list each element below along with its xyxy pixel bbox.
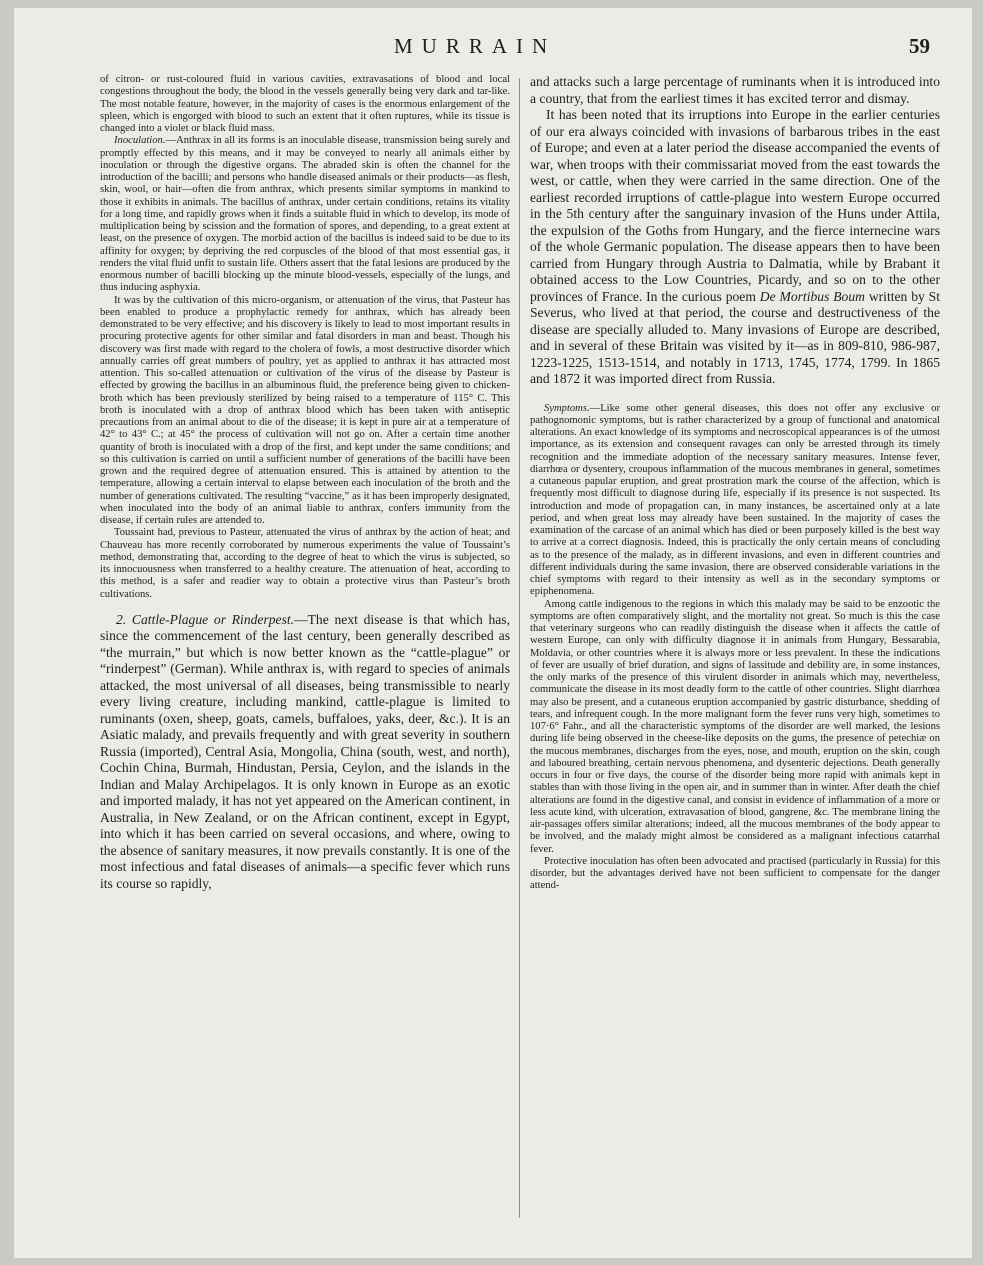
page-number: 59	[909, 34, 930, 58]
poem-title: De Mortibus Boum	[759, 288, 865, 304]
paragraph-cattle-plague-text: —The next disease is that which has, since the commencement of the last century, been generally described as “the murrain,” but which is now better known as the “cattle-plague” or “rinderpest” (German). While anthrax is, with regard to species of animals attacked, the most universal of all diseases, being transmissible to nearly every living creature, including mankind, cattle-plague is limited to ruminants (oxen, sheep, goats, camels, buffaloes, yaks, deer, &c.). It is an Asiatic malady, and prevails frequently and with great severity in southern Russia (imported), Central Asia, Mongolia, China (south, west, and north), Cochin China, Burmah, Hindustan, Persia, Ceylon, and the islands in the Indian and Malay Archipelagos. It is only known in Europe as an exotic and imported malady, it has not yet appeared on the American continent, in Australia, in New Zealand, or on the African continent, except in Egypt, into which it has been carried on several occasions, and where, owing to the absence of sanitary measures, it now prevails constantly. It is one of the most infectious and fatal diseases of animals—a specific fever which runs its course so rapidly,	[100, 611, 510, 891]
section-lead-inoculation: Inoculation.	[114, 135, 166, 147]
paragraph-continuation: and attacks such a large percentage of ruminants when it is introduced into a country, that from the earliest times it has excited terror and dismay.	[530, 74, 940, 106]
paragraph-inoculation-text: —Anthrax in all its forms is an inoculable disease, transmission being surely and promptly effected by this means, and it may be conveyed to nearly all animals either by inoculation or through the digestive organs. The abraded skin is often the channel for the introduction of the bacilli; and persons who handle diseased animals or their products—as flesh, skin, wool, or hair—often die from anthrax, which presents similar symptoms in mankind to those it exhibits in animals. The bacillus of anthrax, under certain conditions, retains its vitality for a long time, and rapidly grows when it finds a suitable fluid in which to develop, its mode of multiplication being by scission and the formation of spores, and depending, to a great extent at least, on the presence of oxygen. The morbid action of the bacillus is indeed said to be due to its affinity for oxygen; by depriving the red corpuscles of the blood of that most essential gas, it renders the vital fluid unfit to sustain life. Others assert that the fatal lesions are produced by the enormous number of bacilli blocking up the minute blood-vessels, especially of the lungs, and thus inducing asphyxia.	[100, 135, 510, 294]
paragraph-inoculation	[100, 135, 510, 294]
paragraph-history-text-b: written by St Severus, who lived at that period, the course and destructiveness of the disease are specially alluded to. Many invasions of Europe are described, and in several of these Britain was visited by it—as in 809-810, 986-987, 1223-1225, 1513-1514, and notably in 1713, 1745, 1774, 1799. In 1865 and 1872 it was imported direct from Russia.	[530, 288, 940, 386]
encyclopedia-page	[14, 8, 972, 1258]
column-divider	[519, 78, 520, 1218]
paragraph-pasteur-attenuation: It was by the cultivation of this micro-organism, or attenuation of the virus, that Pasteur has been enabled to produce a prophylactic remedy for anthrax, which has already been demonstrated to be very effective; and his discovery is likely to lead to most important results in procuring protective agents for other similar and fatal disorders in man and beast. Though his discovery was first made with regard to the cholera of fowls, a most destructive disorder which annually carries off great numbers of poultry, yet as applied to anthrax it has attracted most attention. This so-called attenuation or cultivation of the virus of the disease by Pasteur is effected by growing the bacillus in an albuminous fluid, the preference being given to chicken-broth which has been previously sterilized by being raised to a temperature of 115° C. This broth is inoculated with a drop of anthrax blood which has been taken with antiseptic precautions from an animal about to die of the disease; it is kept in pure air at a temperature of 42° to 43° C.; at 45° the process of cultivation will not go on. After a certain time another quantity of broth is inoculated with a drop of the first, and kept under the same conditions; and so this cultivation is carried on until a sufficient number of generations of the bacilli have been grown and the required degree of attenuation ensured. This is attained by attention to the temperature, allowing a certain interval to elapse between each inoculation of the broth and the number of generations cultivated. The resulting “vaccine,” as it has been improperly designated, when inoculated into the body of an animal liable to anthrax, confers immunity from the disease, if certain rules are attended to.	[100, 294, 510, 526]
paragraph-symptoms	[530, 403, 940, 599]
paragraph-cattle-plague	[100, 612, 510, 893]
paragraph-anthrax-lesions: of citron- or rust-coloured fluid in various cavities, extravasations of blood and local congestions throughout the body, the blood in the vessels generally being very dark and tar-like. The most notable feature, however, in the majority of cases is the enormous enlargement of the spleen, which is engorged with blood to such an extent that it often ruptures, while its tissue is changed into a violet or black fluid mass.	[100, 74, 510, 134]
paragraph-history-text-a: It has been noted that its irruptions into Europe in the earlier centuries of our era always coincided with invasions of barbarous tribes in the east of Europe; and even at a later period the disease accompanied the events of war, when troops with their commissariat moved from the east towards the west, or cattle, when they were carried in the same direction. One of the earliest recorded irruptions of cattle-plague into western Europe occurred in the 5th century after the sanguinary invasion of the Huns under Attila, the expulsion of the Goths from Hungary, and the fierce internecine wars of the whole Germanic population. The disease appears then to have been carried from Hungary through Austria to Dalmatia, while by Brabant it obtained access to the Low Countries, Picardy, and so on to the other provinces of France. In the curious poem	[530, 107, 940, 304]
section-lead-symptoms: Symptoms.	[544, 402, 590, 414]
paragraph-indigenous-cattle: Among cattle indigenous to the regions in which this malady may be said to be enzootic the symptoms are often comparatively slight, and the mortality not great. So much is this the case that veterinary surgeons who can readily distinguish the disease when it affects the cattle of western Europe, can only with difficulty diagnose it in animals from Hungary, Bessarabia, Moldavia, or other countries where it is always more or less prevalent. In these the indications of fever are usually of brief duration, and signs of lassitude and debility are, in some instances, the only marks of the presence of this virulent disorder in animals which may, nevertheless, communicate the disease in its most deadly form to the cattle of other countries. Slight diarrhœa may also be present, and a cutaneous eruption accompanied by gastric disturbance, shedding of tears, and infrequent cough. In the more malignant form the fever runs very high, sometimes to 107·6° Fahr., and all the characteristic symptoms of the disorder are well marked, the lesions during life being observed in the cheese-like deposits on the gums, the presence of petechiæ on the mucous membranes, discharges from the eyes, nose, and mouth, eruption on the skin, cough and laboured breathing, certain nervous phenomena, and dysenteric dejections. Death generally occurs in four or five days, the course of the disorder being more rapid with animals kept in stables than with those living in the open air, and in summer than in winter. After death the chief alterations are found in the digestive canal, and consist in evidence of inflammation of a more or less acute kind, with ulceration, extravasation of blood, gangrene, &c. The membrane lining the air-passages offers similar alterations; indeed, all the mucous membranes of the body appear to be involved, and the malady might almost be considered as a malignant infectious catarrhal fever.	[530, 598, 940, 855]
paragraph-protective-inoculation: Protective inoculation has often been advocated and practised (particularly in Russia) for this disorder, but the advantages derived have not been sufficient to compensate for the danger attend-	[530, 855, 940, 892]
paragraph-history	[530, 107, 940, 388]
paragraph-toussaint: Toussaint had, previous to Pasteur, attenuated the virus of anthrax by the action of heat; and Chauveau has more recently corroborated by numerous experiments the value of Toussaint’s method, demonstrating that, according to the degree of heat to which the virus is subjected, so its innocuousness when transferred to a healthy creature. The attenuation of heat, according to this method, is a safer and readier way to obtain a protective virus than Pasteur’s broth cultivations.	[100, 527, 510, 600]
right-column	[530, 74, 940, 1234]
paragraph-symptoms-text: —Like some other general diseases, this does not offer any exclusive or pathognomonic symptoms, but is rather characterized by a group of functional and anatomical alterations. An exact knowledge of its symptoms and necroscopical appearances is of the utmost importance, as its extension and consequent ravages can only be arrested through its timely recognition and the immediate adoption of the necessary sanitary measures. Intense fever, diarrhœa or dysentery, croupous inflammation of the mucous membranes in general, sometimes a cutaneous papular eruption, and great prostration mark the course of the affection, which is frequently most difficult to diagnose during life, especially if its presence is not suspected. Its introduction and mode of propagation can, in many instances, be ascertained only at a late period, and when great loss may already have been sustained. In the majority of cases the examination of the carcase of an animal which has died or been purposely killed is the best way to arrive at a correct diagnosis. Indeed, this is practically the only certain means of concluding as to the presence of the malady, as in different invasions, and even in different countries and different individuals during the same invasion, there are observed considerable variations in the chief symptoms with regard to their intensity as well as in the secondary symptoms or epiphenomena.	[530, 402, 940, 598]
left-column	[100, 74, 510, 1234]
running-title: MURRAIN	[394, 34, 557, 58]
page-header	[14, 34, 972, 64]
section-heading-cattle-plague: 2. Cattle-Plague or Rinderpest.	[116, 611, 295, 627]
